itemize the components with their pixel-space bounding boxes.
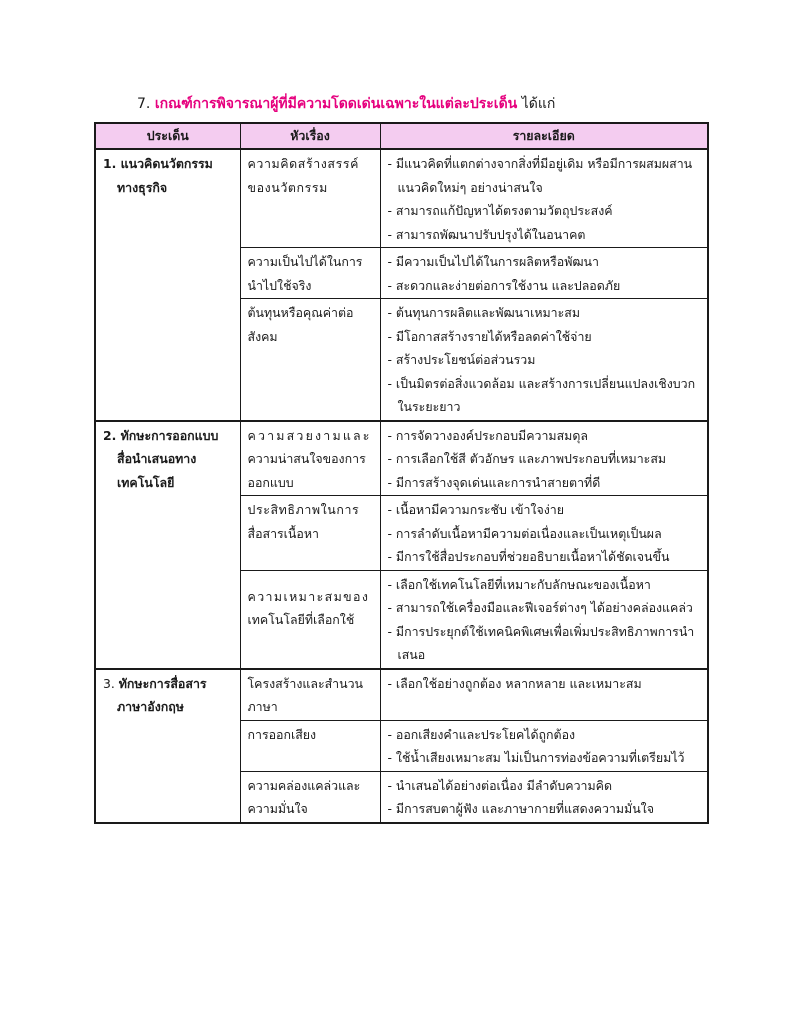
topic-cell [240,149,380,248]
issue-title: 2. ทักษะการออกแบบ [103,427,219,443]
detail-item: - มีแนวคิดที่แตกต่างจากสิ่งที่มีอยู่เดิม หรือมีการผสมผสานแนวคิดใหม่ๆ อย่างน่าสนใจ [387,156,693,195]
topic-title-cont: ของนวัตกรรม [247,179,328,195]
issue-number: 3. [103,675,119,691]
table-row [95,669,708,721]
detail-item: - การเลือกใช้สี ตัวอักษร และภาพประกอบที่เหมาะสม [387,451,667,466]
issue-title-cont: ทางธุรกิจ [117,179,168,195]
detail-item: - ต้นทุนการผลิตและพัฒนาเหมาะสม [387,305,581,320]
topic-title: ความเป็นไปได้ในการ [247,254,363,269]
detail-item: - เป็นมิตรต่อสิ่งแวดล้อม และสร้างการเปลี่ยนแปลงเชิงบวกในระยะยาว [387,375,696,414]
topic-title-cont: ภาษา [247,699,278,714]
detail-item: - สะดวกและง่ายต่อการใช้งาน และปลอดภัย [387,277,621,293]
detail-item: - สามารถพัฒนาปรับปรุงได้ในอนาคต [387,226,586,242]
topic-title: ความเหมาะสมของ [247,588,370,604]
detail-cell [380,149,708,248]
issue-title-cont: สื่อนำเสนอทาง [117,451,197,466]
topic-cell [240,421,380,496]
topic-title-cont: นำไปใช้จริง [247,277,312,293]
detail-item: - ออกเสียงคำและประโยคได้ถูกต้อง [387,726,576,742]
topic-cell [240,669,380,721]
header-detail: รายละเอียด [380,123,708,149]
detail-item: - นำเสนอได้อย่างต่อเนื่อง มีลำดับความคิด [387,777,612,793]
issue-title-cont: เทคโนโลยี [117,474,175,490]
detail-item: - มีการสร้างจุดเด่นและการนำสายตาที่ดี [387,474,601,490]
detail-cell [380,570,708,669]
detail-cell [380,669,708,721]
heading-highlight: เกณฑ์การพิจารณาผู้ที่มีความโดดเด่นเฉพาะในแต่ละประเด็น [154,96,518,112]
detail-item: - เนื้อหามีความกระชับ เข้าใจง่าย [387,502,564,517]
table-row [95,421,708,496]
section-heading [137,94,555,114]
topic-title: ความสวยงามและ [247,427,372,443]
topic-title: ต้นทุนหรือคุณค่าต่อ [247,305,354,320]
detail-cell [380,720,708,771]
heading-tail: ได้แก่ [517,96,556,112]
detail-item: - มีการประยุกต์ใช้เทคนิคพิเศษเพื่อเพิ่มประสิทธิภาพการนำเสนอ [387,623,695,662]
detail-item: - มีการสบตาผู้ฟัง และภาษากายที่แสดงความมั่นใจ [387,801,654,816]
issue-title: ทักษะการสื่อสาร [118,675,207,691]
topic-cell [240,771,380,823]
issue-cell [95,149,240,421]
detail-item: - มีการใช้สื่อประกอบที่ช่วยอธิบายเนื้อหาได้ชัดเจนขึ้น [387,549,670,564]
topic-cell [240,299,380,421]
detail-item: - การจัดวางองค์ประกอบมีความสมดุล [387,427,588,443]
topic-cell [240,248,380,299]
header-issue: ประเด็น [95,123,240,149]
topic-title-cont: ความมั่นใจ [247,801,308,816]
detail-cell [380,248,708,299]
detail-item: - สร้างประโยชน์ต่อส่วนรวม [387,352,536,367]
topic-title-cont: ความน่าสนใจของการ [247,451,366,466]
detail-item: - มีโอกาสสร้างรายได้หรือลดค่าใช้จ่าย [387,328,592,344]
topic-cell [240,496,380,571]
topic-title-cont: สื่อสารเนื้อหา [247,525,319,541]
detail-item: - สามารถใช้เครื่องมือและฟีเจอร์ต่างๆ ได้อย่างคล่องแคล่ว [387,600,693,615]
topic-title-cont: สังคม [247,328,278,344]
table-header [95,123,708,149]
header-topic: หัวเรื่อง [240,123,380,149]
detail-item: - เลือกใช้เทคโนโลยีที่เหมาะกับลักษณะของเนื้อหา [387,576,651,592]
detail-cell [380,496,708,571]
topic-title: การออกเสียง [247,726,317,742]
topic-title: ความคิดสร้างสรรค์ [247,156,359,171]
heading-number: 7. [137,96,155,112]
issue-cell [95,421,240,669]
issue-cell [95,669,240,823]
table-row [95,149,708,248]
topic-cell [240,570,380,669]
detail-item: - เลือกใช้อย่างถูกต้อง หลากหลาย และเหมาะสม [387,675,642,691]
topic-cell [240,720,380,771]
topic-title: ความคล่องแคล่วและ [247,777,361,793]
issue-title-cont: ภาษาอังกฤษ [117,699,184,714]
topic-title-cont: เทคโนโลยีที่เลือกใช้ [247,612,355,627]
topic-title-cont: ออกแบบ [247,474,294,490]
detail-cell [380,771,708,823]
issue-title: 1. แนวคิดนวัตกรรม [103,156,213,171]
detail-item: - สามารถแก้ปัญหาได้ตรงตามวัตถุประสงค์ [387,203,613,218]
detail-item: - มีความเป็นไปได้ในการผลิตหรือพัฒนา [387,254,599,269]
detail-item: - การลำดับเนื้อหามีความต่อเนื่องและเป็นเหตุเป็นผล [387,525,662,541]
detail-item: - ใช้น้ำเสียงเหมาะสม ไม่เป็นการท่องข้อความที่เตรียมไว้ [387,750,685,765]
detail-cell [380,421,708,496]
detail-cell [380,299,708,421]
criteria-table [94,122,709,824]
topic-title: โครงสร้างและสำนวน [247,675,364,691]
topic-title: ประสิทธิภาพในการ [247,502,360,517]
